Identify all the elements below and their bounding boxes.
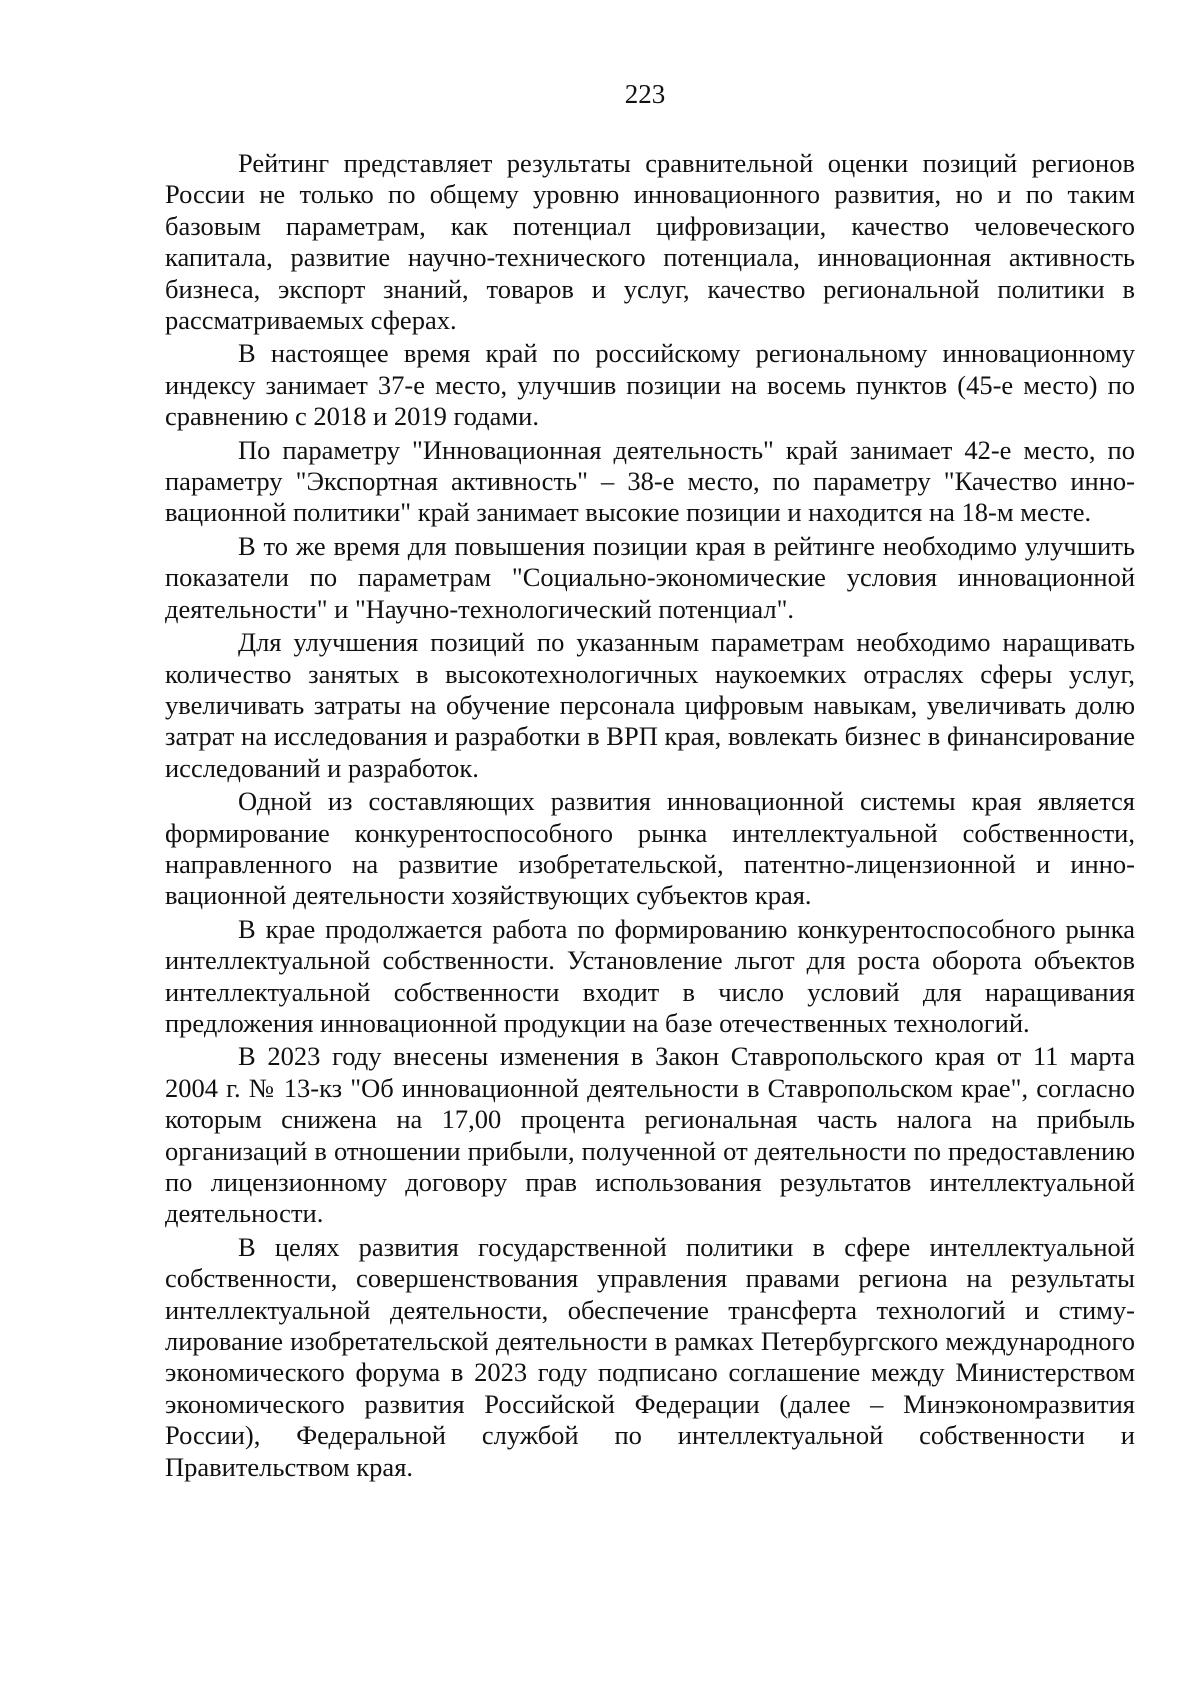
- paragraph-law-amendments: В 2023 году внесены изменения в Закон Ставропольского края от 11 марта 2004 г. № 13-кз "Об инновационной деятельности в Ставропольском крае", согласно которым снижена на 17,00 процента региональная часть налога на прибыль организаций в отношении прибыли, полученной от деятельности по предоставлению по лицензионному договору прав использования результатов интеллектуальной деятельности.: [165, 1041, 1135, 1229]
- paragraph-parameter-ranks: По параметру "Инновационная деятельность" край занимает 42-е место, по параметру "Экспортная активность" – 38-е место, по параметру "Качество инновационной политики" край занимает высокие позиции и находится на 18-м месте.: [165, 434, 1135, 528]
- paragraph-improvement-needed: В то же время для повышения позиции края в рейтинге необходимо улучшить показатели по параметрам "Социально-экономические условия инновационной деятельности" и "Научно-технологический потенциал".: [165, 530, 1135, 624]
- paragraph-rating-overview: Рейтинг представляет результаты сравнительной оценки позиций регионов России не только по общему уровню инновационного развития, но и по таким базовым параметрам, как потенциал цифровизации, качество человеческого капитала, развитие научно-технического потенциала, инновационная активность бизнеса, экспорт знаний, товаров и услуг, качество региональной политики в рассматриваемых сферах.: [165, 148, 1135, 336]
- paragraph-ip-market-formation: Одной из составляющих развития инновационной системы края является формирование конкурентоспособного рынка интеллектуальной собственности, направленного на развитие изобретательской, патентно-лицензионной и инновационной деятельности хозяйствующих субъектов края.: [165, 786, 1135, 911]
- paragraph-improvement-measures: Для улучшения позиций по указанным параметрам необходимо наращивать количество занятых в высокотехнологичных наукоемких отраслях сферы услуг, увеличивать затраты на обучение персонала цифровым навыкам, увеличивать долю затрат на исследования и разработки в ВРП края, вовлекать бизнес в финансирование исследований и разработок.: [165, 627, 1135, 783]
- page-number: 223: [624, 79, 666, 109]
- paragraph-innovation-index-rank: В настоящее время край по российскому региональному инновационному индексу занимает 37-е место, улучшив позиции на восемь пунктов (45-е место) по сравнению с 2018 и 2019 годами.: [165, 338, 1135, 432]
- paragraph-ip-market-work: В крае продолжается работа по формированию конкурентоспособного рынка интеллектуальной собственности. Установление льгот для роста оборота объектов интеллектуальной собственности входит в число условий для наращивания предложения инновационной продукции на базе отечественных технологий.: [165, 913, 1135, 1038]
- paragraph-spief-agreement: В целях развития государственной политики в сфере интеллектуальной собственности, совершенствования управления правами региона на результаты интеллектуальной деятельности, обеспечение трансферта технологий и стимулирование изобретательской деятельности в рамках Петербургского международного экономического форума в 2023 году подписано соглашение между Министерством экономического развития Российской Федерации (далее – Минэкономразвития России), Федеральной службой по интеллектуальной собственности и Правительством края.: [165, 1231, 1135, 1482]
- document-body: [165, 148, 1135, 1485]
